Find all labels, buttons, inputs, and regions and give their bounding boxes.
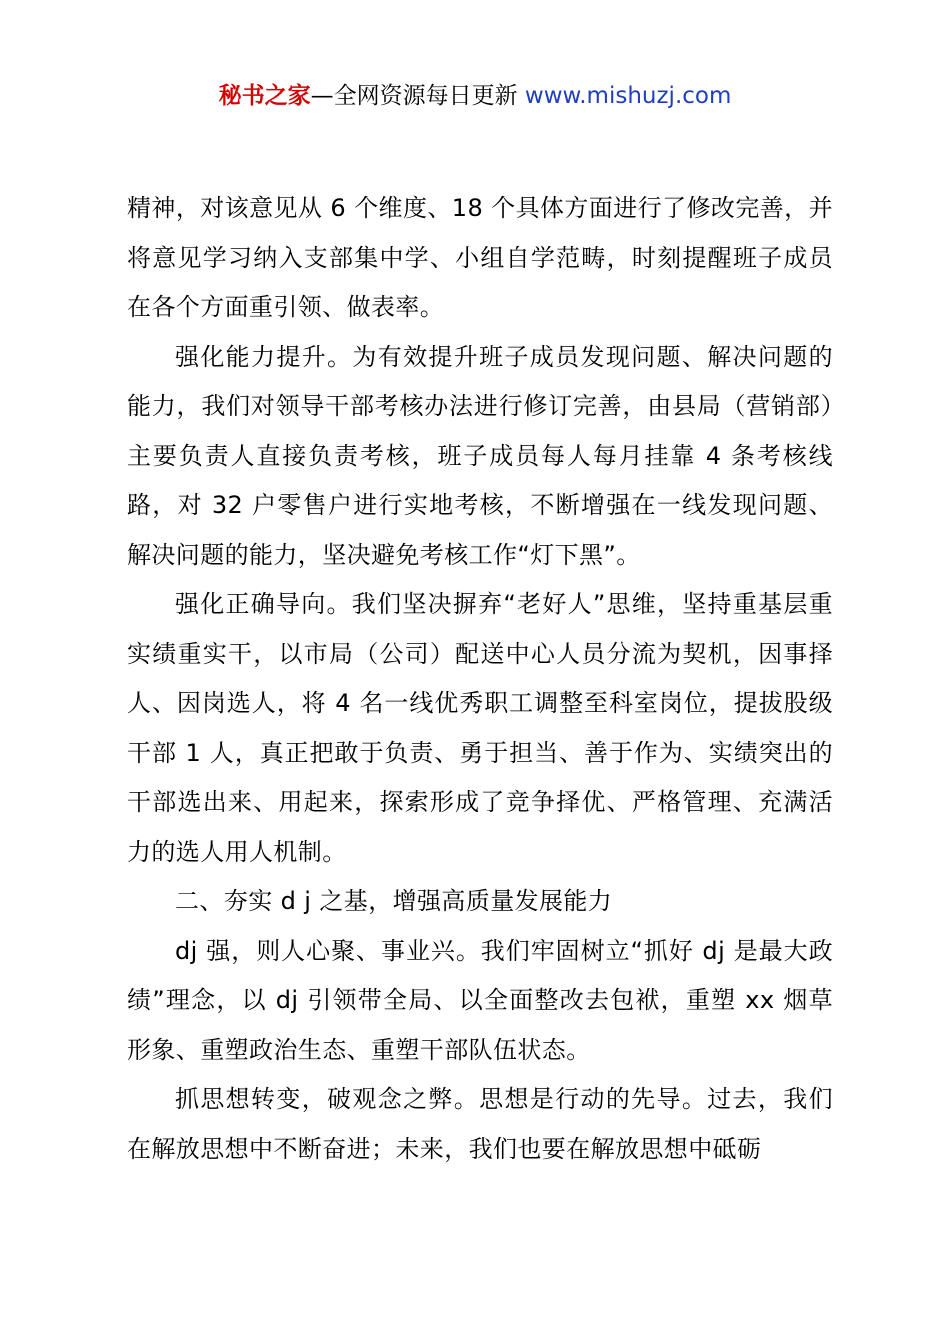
header-brand: 秘书之家: [218, 83, 311, 109]
page-header: [0, 80, 950, 112]
paragraph-capability: 强化能力提升。为有效提升班子成员发现问题、解决问题的能力，我们对领导干部考核办法进行修订完善，由县局（营销部）主要负责人直接负责考核，班子成员每人每月挂靠 4 条考核线路，对 32 户零售户进行实地考核，不断增强在一线发现问题、解决问题的能力，坚决避免考核工作“灯下黑”。: [127, 342, 833, 569]
document-body: [127, 184, 833, 1174]
paragraph-guidance: 强化正确导向。我们坚决摒弃“老好人”思维，坚持重基层重实绩重实干，以市局（公司）配送中心人员分流为契机，因事择人、因岗选人，将 4 名一线优秀职工调整至科室岗位，提拔股级干部 1 人，真正把敢于负责、勇于担当、善于作为、实绩突出的干部选出来、用起来，探索形成了竞争择优、严格管理、充满活力的选人用人机制。: [127, 590, 833, 866]
header-tagline: —全网资源每日更新: [310, 83, 525, 109]
paragraph-thinking: 抓思想转变，破观念之弊。思想是行动的先导。过去，我们在解放思想中不断奋进；未来，我们也要在解放思想中砥砺: [127, 1085, 833, 1163]
section-heading: 二、夯实 d j 之基，增强高质量发展能力: [175, 887, 613, 915]
header-url-link[interactable]: www.mishuzj.com: [524, 83, 732, 109]
paragraph-continuation: 精神，对该意见从 6 个维度、18 个具体方面进行了修改完善，并将意见学习纳入支部集中学、小组自学范畴，时刻提醒班子成员在各个方面重引领、做表率。: [127, 194, 833, 321]
paragraph-dj: dj 强，则人心聚、事业兴。我们牢固树立“抓好 dj 是最大政绩”理念，以 dj 引领带全局、以全面整改去包袱，重塑 xx 烟草形象、重塑政治生态、重塑干部队伍状态。: [127, 936, 833, 1064]
